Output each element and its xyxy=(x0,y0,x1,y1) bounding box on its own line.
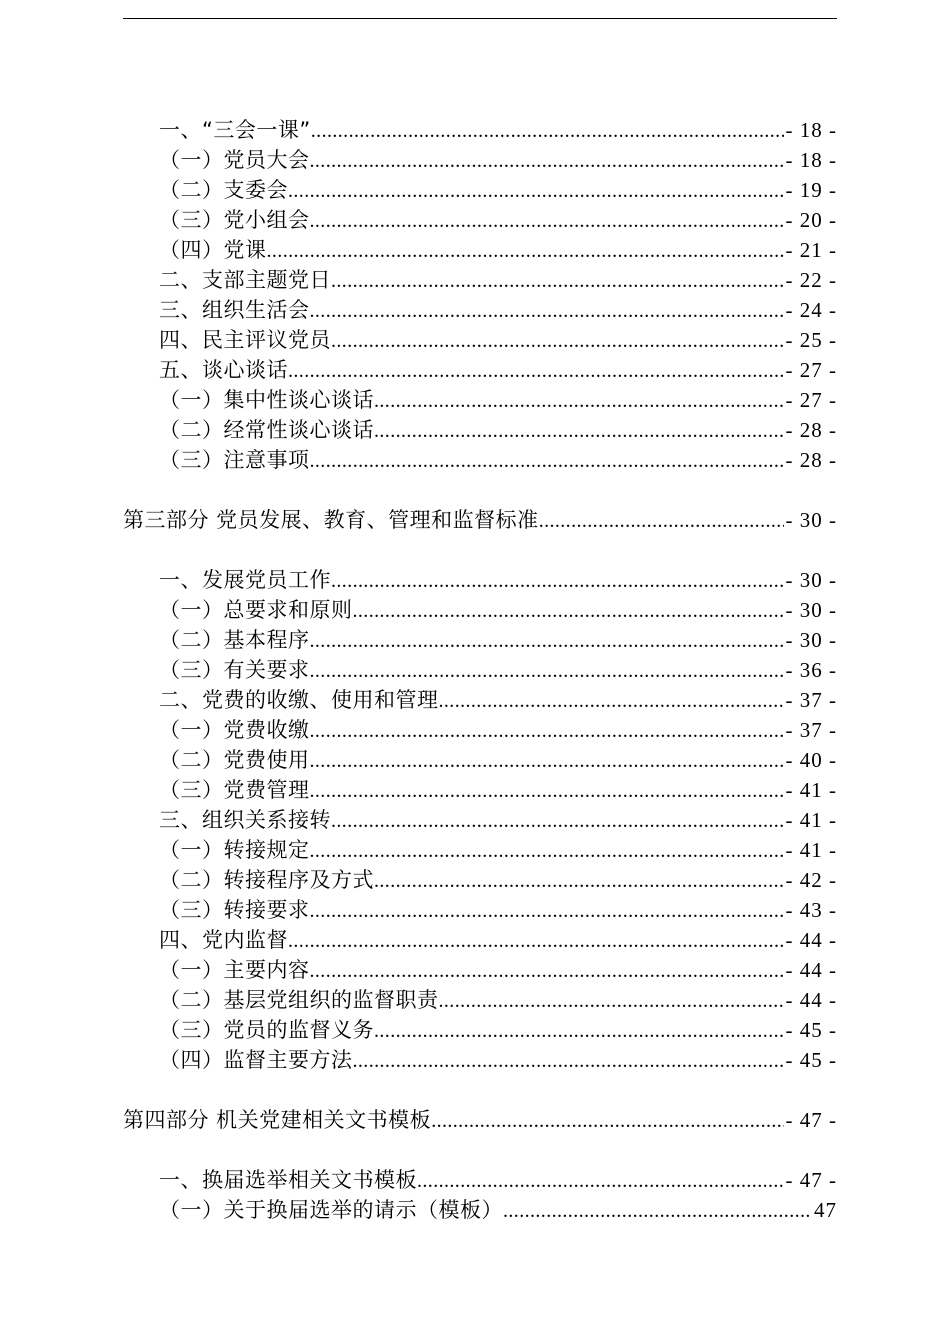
toc-entry[interactable] xyxy=(123,745,837,775)
toc-dot-leader xyxy=(439,686,784,716)
toc-page-number: - 45 - xyxy=(785,1048,837,1072)
toc-entry[interactable] xyxy=(123,235,837,265)
toc-entry-label: （一）总要求和原则 xyxy=(159,598,353,622)
toc-dot-leader xyxy=(310,296,784,326)
toc-dot-leader xyxy=(310,956,784,986)
toc-entry[interactable] xyxy=(123,205,837,235)
toc-page-number: - 27 - xyxy=(785,388,837,412)
toc-entry-label: 四、民主评议党员 xyxy=(159,328,331,352)
toc-entry-label: （二）基本程序 xyxy=(159,628,310,652)
toc-dot-leader xyxy=(311,116,784,146)
toc-page-number: - 18 - xyxy=(785,118,837,142)
toc-page-number: - 25 - xyxy=(785,328,837,352)
toc-page-number: - 41 - xyxy=(785,838,837,862)
toc-entry[interactable] xyxy=(123,895,837,925)
toc-page-number: - 19 - xyxy=(785,178,837,202)
toc-page-number: - 28 - xyxy=(785,418,837,442)
toc-entry-label: （一）关于换届选举的请示（模板） xyxy=(159,1198,503,1222)
toc-part-heading[interactable] xyxy=(123,1105,837,1135)
toc-dot-leader xyxy=(374,866,784,896)
toc-entry[interactable] xyxy=(123,715,837,745)
toc-entry-label: （四）党课 xyxy=(159,238,267,262)
toc-entry[interactable] xyxy=(123,295,837,325)
toc-entry-label: 二、支部主题党日 xyxy=(159,268,331,292)
toc-entry-label: 三、组织关系接转 xyxy=(159,808,331,832)
table-of-contents xyxy=(123,115,837,1225)
toc-page-number: - 30 - xyxy=(785,568,837,592)
toc-dot-leader xyxy=(331,566,784,596)
toc-page-number: - 30 - xyxy=(785,598,837,622)
toc-entry[interactable] xyxy=(123,265,837,295)
toc-part-heading[interactable] xyxy=(123,505,837,535)
toc-dot-leader xyxy=(310,836,784,866)
toc-entry[interactable] xyxy=(123,385,837,415)
toc-dot-leader xyxy=(503,1196,812,1226)
toc-entry-label: （三）党员的监督义务 xyxy=(159,1018,374,1042)
toc-dot-leader xyxy=(431,1106,783,1136)
toc-page-number: 47 xyxy=(814,1198,837,1222)
toc-page-number: - 42 - xyxy=(785,868,837,892)
toc-entry-label: （二）经常性谈心谈话 xyxy=(159,418,374,442)
toc-entry[interactable] xyxy=(123,565,837,595)
toc-entry[interactable] xyxy=(123,1015,837,1045)
toc-page-number: - 43 - xyxy=(785,898,837,922)
toc-dot-leader xyxy=(310,776,784,806)
toc-entry[interactable] xyxy=(123,325,837,355)
toc-entry[interactable] xyxy=(123,175,837,205)
toc-dot-leader xyxy=(310,446,784,476)
toc-entry-label: （四）监督主要方法 xyxy=(159,1048,353,1072)
toc-entry-label: （一）党费收缴 xyxy=(159,718,310,742)
toc-dot-leader xyxy=(439,986,784,1016)
toc-entry-label: （三）转接要求 xyxy=(159,898,310,922)
toc-dot-leader xyxy=(374,1016,784,1046)
toc-dot-leader xyxy=(331,806,784,836)
toc-entry-label: （二）转接程序及方式 xyxy=(159,868,374,892)
toc-page-number: - 21 - xyxy=(785,238,837,262)
toc-entry[interactable] xyxy=(123,415,837,445)
toc-dot-leader xyxy=(539,506,784,536)
header-rule xyxy=(123,18,837,19)
toc-entry[interactable] xyxy=(123,955,837,985)
toc-page-number: - 30 - xyxy=(785,628,837,652)
toc-entry[interactable] xyxy=(123,145,837,175)
toc-dot-leader xyxy=(374,416,784,446)
toc-entry[interactable] xyxy=(123,355,837,385)
toc-entry[interactable] xyxy=(123,925,837,955)
toc-entry[interactable] xyxy=(123,685,837,715)
toc-page-number: - 44 - xyxy=(785,928,837,952)
toc-entry-label: 三、组织生活会 xyxy=(159,298,310,322)
toc-dot-leader xyxy=(288,356,784,386)
toc-dot-leader xyxy=(288,176,784,206)
toc-entry[interactable] xyxy=(123,985,837,1015)
toc-entry-label: 一、换届选举相关文书模板 xyxy=(159,1168,417,1192)
toc-entry-label: 四、党内监督 xyxy=(159,928,288,952)
toc-entry-label: （二）党费使用 xyxy=(159,748,310,772)
toc-dot-leader xyxy=(417,1166,784,1196)
toc-page-number: - 47 - xyxy=(785,1108,837,1132)
toc-page-number: - 40 - xyxy=(785,748,837,772)
toc-entry[interactable] xyxy=(123,1195,837,1225)
toc-dot-leader xyxy=(267,236,784,266)
toc-entry-label: （二）支委会 xyxy=(159,178,288,202)
toc-page-number: - 41 - xyxy=(785,778,837,802)
toc-entry-label: 五、谈心谈话 xyxy=(159,358,288,382)
toc-dot-leader xyxy=(353,1046,784,1076)
toc-entry-label: （二）基层党组织的监督职责 xyxy=(159,988,439,1012)
toc-entry-label: 一、“三会一课” xyxy=(159,118,311,142)
toc-entry[interactable] xyxy=(123,625,837,655)
toc-entry[interactable] xyxy=(123,805,837,835)
toc-entry-label: （三）注意事项 xyxy=(159,448,310,472)
toc-dot-leader xyxy=(288,926,784,956)
toc-page-number: - 47 - xyxy=(785,1168,837,1192)
toc-entry-label: 一、发展党员工作 xyxy=(159,568,331,592)
toc-entry-label: （一）主要内容 xyxy=(159,958,310,982)
toc-entry-label: （三）有关要求 xyxy=(159,658,310,682)
toc-page-number: - 37 - xyxy=(785,718,837,742)
toc-page-number: - 36 - xyxy=(785,658,837,682)
toc-entry[interactable] xyxy=(123,865,837,895)
toc-entry-label: （一）党员大会 xyxy=(159,148,310,172)
toc-dot-leader xyxy=(374,386,784,416)
toc-page-number: - 45 - xyxy=(785,1018,837,1042)
toc-entry[interactable] xyxy=(123,595,837,625)
toc-page-number: - 37 - xyxy=(785,688,837,712)
toc-page-number: - 41 - xyxy=(785,808,837,832)
toc-entry[interactable] xyxy=(123,445,837,475)
toc-dot-leader xyxy=(331,266,784,296)
toc-entry-label: （一）集中性谈心谈话 xyxy=(159,388,374,412)
toc-entry-label: 第四部分 机关党建相关文书模板 xyxy=(123,1108,432,1132)
toc-entry-label: （一）转接规定 xyxy=(159,838,310,862)
toc-entry[interactable] xyxy=(123,1045,837,1075)
toc-entry[interactable] xyxy=(123,1165,837,1195)
toc-entry-label: （三）党费管理 xyxy=(159,778,310,802)
toc-page-number: - 30 - xyxy=(785,508,837,532)
toc-entry[interactable] xyxy=(123,835,837,865)
toc-dot-leader xyxy=(310,656,784,686)
toc-entry-label: （三）党小组会 xyxy=(159,208,310,232)
toc-dot-leader xyxy=(310,626,784,656)
toc-entry[interactable] xyxy=(123,655,837,685)
toc-page-number: - 27 - xyxy=(785,358,837,382)
toc-dot-leader xyxy=(353,596,784,626)
toc-dot-leader xyxy=(310,716,784,746)
toc-entry[interactable] xyxy=(123,775,837,805)
toc-page-number: - 44 - xyxy=(785,988,837,1012)
toc-page-number: - 24 - xyxy=(785,298,837,322)
toc-entry[interactable] xyxy=(123,115,837,145)
toc-entry-label: 二、党费的收缴、使用和管理 xyxy=(159,688,439,712)
toc-page-number: - 18 - xyxy=(785,148,837,172)
toc-page-number: - 20 - xyxy=(785,208,837,232)
toc-dot-leader xyxy=(310,746,784,776)
toc-dot-leader xyxy=(310,146,784,176)
toc-dot-leader xyxy=(310,896,784,926)
toc-dot-leader xyxy=(331,326,784,356)
toc-entry-label: 第三部分 党员发展、教育、管理和监督标准 xyxy=(123,508,539,532)
toc-dot-leader xyxy=(310,206,784,236)
toc-page-number: - 28 - xyxy=(785,448,837,472)
toc-page-number: - 22 - xyxy=(785,268,837,292)
toc-page-number: - 44 - xyxy=(785,958,837,982)
